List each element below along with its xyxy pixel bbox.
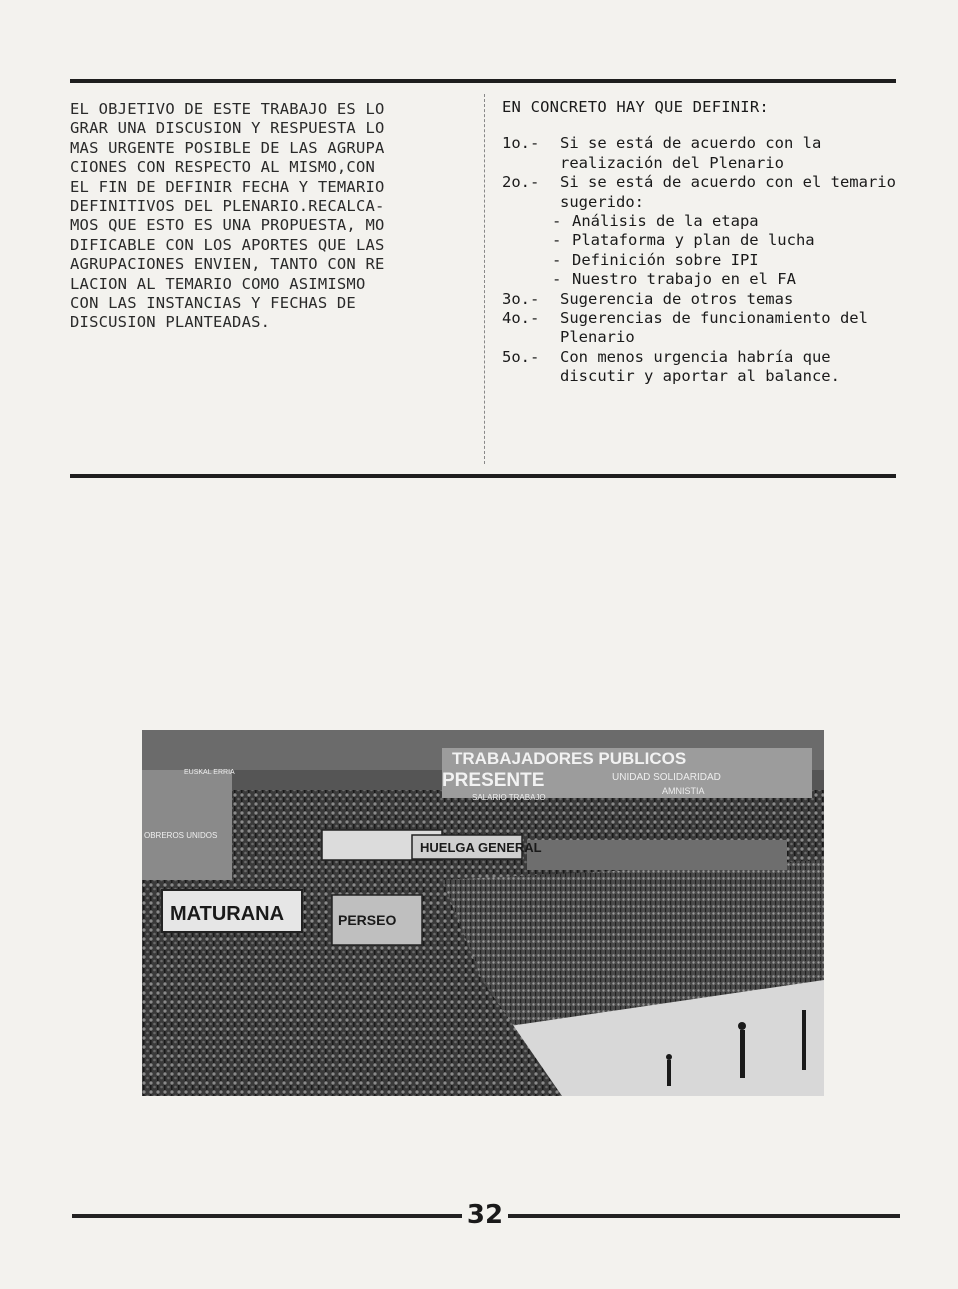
item-text: Con menos urgencia habría que discutir y aportar al balance. xyxy=(560,347,840,386)
sub-item: - Análisis de la etapa xyxy=(552,212,759,231)
sub-item-text: Análisis de la etapa xyxy=(572,212,759,231)
text-line: DEFINITIVOS DEL PLENARIO.RECALCA- xyxy=(70,197,385,216)
footer-rule xyxy=(508,1214,900,1218)
sub-item: - Plataforma y plan de lucha xyxy=(552,231,815,250)
footer-rule xyxy=(72,1214,462,1218)
photo-banner-text: AMNISTIA xyxy=(662,786,705,796)
photo-banner-text: TRABAJADORES PUBLICOS xyxy=(452,749,687,768)
column-divider xyxy=(484,94,486,464)
photo-banner-text: SALARIO TRABAJO xyxy=(472,793,546,802)
sub-item-text: Nuestro trabajo en el FA xyxy=(572,270,796,289)
photo-banner-text: UNIDAD SOLIDARIDAD xyxy=(612,772,721,783)
text-line: DISCUSION PLANTEADAS. xyxy=(70,313,271,332)
top-rule xyxy=(70,79,896,83)
demonstration-photo xyxy=(142,730,824,1096)
photo-banner-text: MATURANA xyxy=(170,903,285,925)
item-text: Sugerencias de funcionamiento del Plenario xyxy=(560,309,868,347)
text-line: EL FIN DE DEFINIR FECHA Y TEMARIO xyxy=(70,177,385,196)
item-number: 3o.- xyxy=(502,289,540,308)
list-heading: EN CONCRETO HAY QUE DEFINIR: xyxy=(502,98,769,116)
text-line: LACION AL TEMARIO COMO ASIMISMO xyxy=(70,274,366,293)
text-line: MAS URGENTE POSIBLE DE LAS AGRUPA xyxy=(70,138,385,157)
item-number: 1o.- xyxy=(502,134,540,153)
list-item xyxy=(502,348,902,387)
photo-banner-text: OBREROS UNIDOS xyxy=(144,831,218,840)
list-item xyxy=(502,309,902,348)
photo-banner-text: PERSEO xyxy=(338,912,397,928)
item-number: 5o.- xyxy=(502,347,540,366)
photo-banner-text: PRESENTE xyxy=(442,770,545,791)
page-number: 32 xyxy=(466,1200,504,1230)
text-line: CON LAS INSTANCIAS Y FECHAS DE xyxy=(70,294,356,313)
item-number: 4o.- xyxy=(502,309,540,328)
photo-banner-text: HUELGA GENERAL xyxy=(420,840,542,855)
text-line: CIONES CON RESPECTO AL MISMO,CON xyxy=(70,158,376,177)
list-item xyxy=(502,134,902,173)
item-text: Si se está de acuerdo con la realización del Plenario xyxy=(560,134,822,172)
item-text: Sugerencia de otros temas xyxy=(560,289,794,308)
intro-paragraph xyxy=(70,100,470,333)
sub-item: - Definición sobre IPI xyxy=(552,250,759,269)
sub-item: - Nuestro trabajo en el FA xyxy=(552,270,796,289)
text-line: GRAR UNA DISCUSION Y RESPUESTA LO xyxy=(70,119,385,138)
sub-item-text: Plataforma y plan de lucha xyxy=(572,231,815,250)
middle-rule xyxy=(70,474,896,478)
item-number: 2o.- xyxy=(502,173,540,192)
list-item xyxy=(502,290,902,309)
text-line: EL OBJETIVO DE ESTE TRABAJO ES LO xyxy=(70,100,385,118)
item-text: Si se está de acuerdo con el temario sugerido: xyxy=(560,173,896,211)
list-item xyxy=(502,173,902,212)
text-line: MOS QUE ESTO ES UNA PROPUESTA, MO xyxy=(70,216,385,235)
photo-banner-text: EUSKAL ERRIA xyxy=(184,769,235,776)
sub-item-text: Definición sobre IPI xyxy=(572,250,759,269)
definitions-list xyxy=(502,98,902,387)
text-line: DIFICABLE CON LOS APORTES QUE LAS xyxy=(70,235,385,254)
text-line: AGRUPACIONES ENVIEN, TANTO CON RE xyxy=(70,255,385,274)
